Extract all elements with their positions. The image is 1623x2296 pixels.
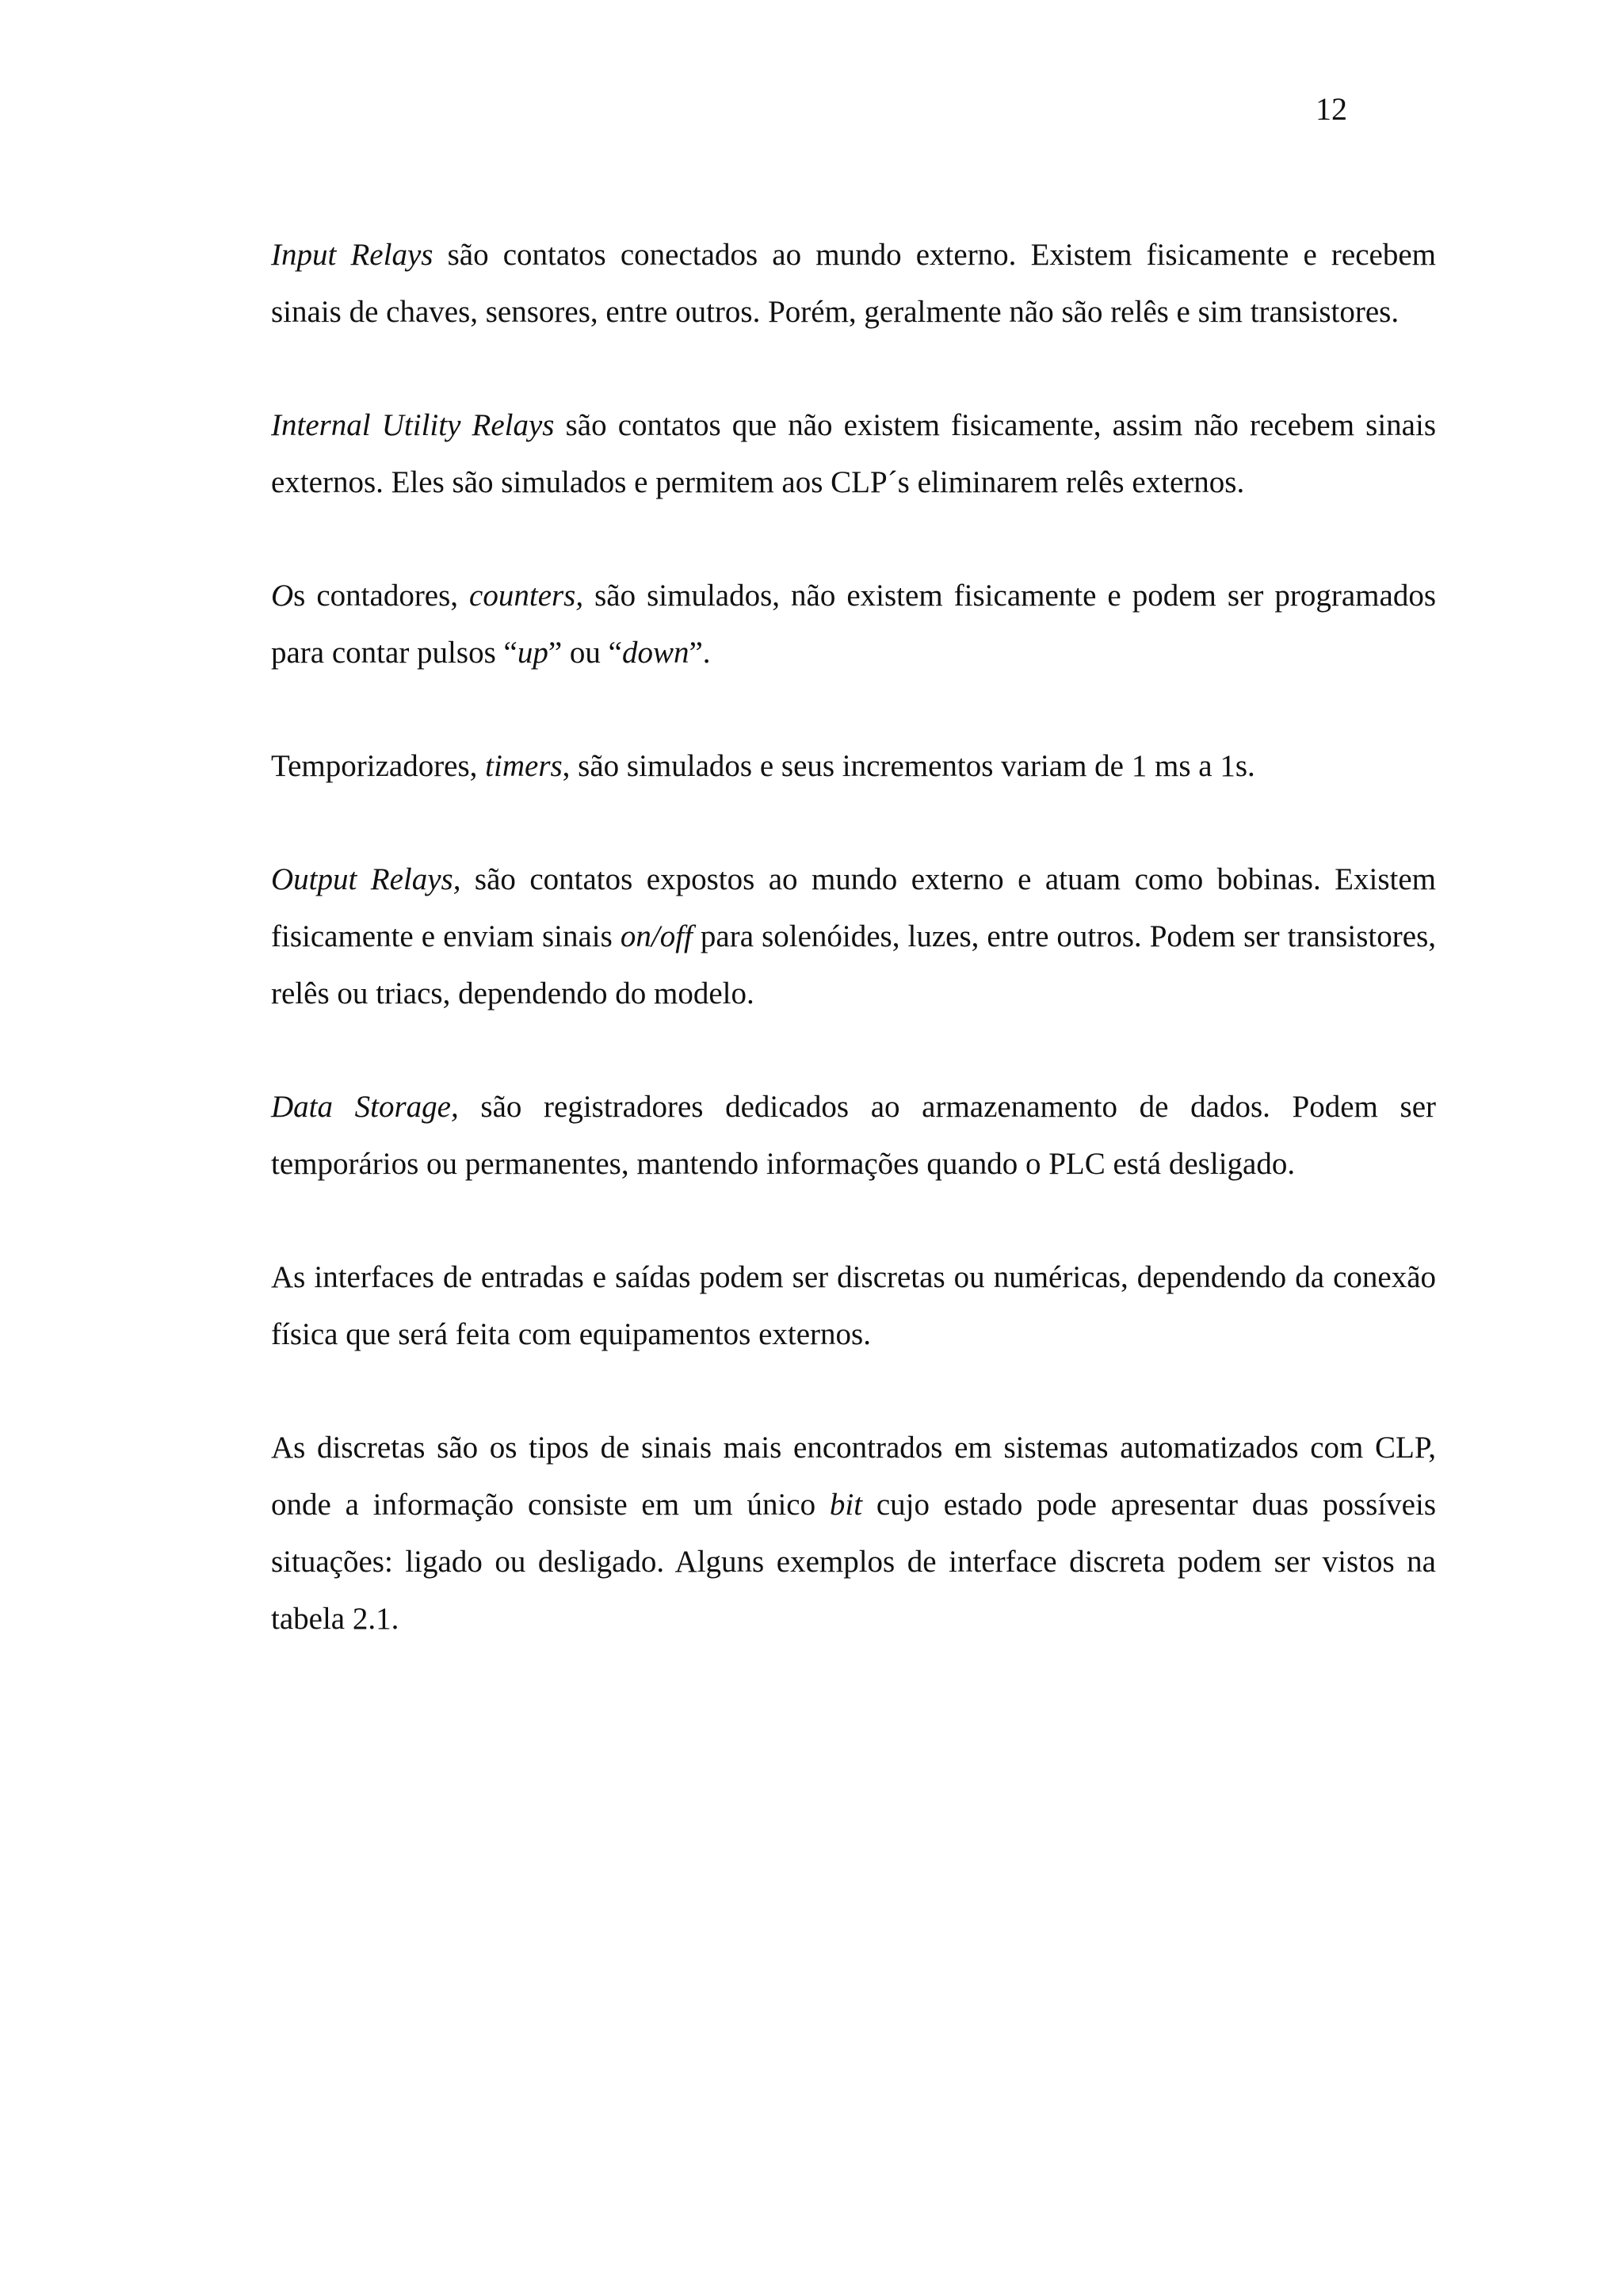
text-segment: Temporizadores, <box>271 749 486 783</box>
text-segment: Data Storage, <box>271 1090 459 1124</box>
paragraph-timers <box>271 738 1436 795</box>
text-segment: Input Relays <box>271 238 433 272</box>
paragraph-discrete-signals <box>271 1419 1436 1648</box>
paragraph-counters <box>271 567 1436 682</box>
paragraph-internal-utility-relays <box>271 397 1436 511</box>
text-segment: Output Relays, <box>271 862 461 896</box>
text-segment: s contadores, <box>293 579 470 613</box>
text-segment: são registradores dedicados ao armazenamento de dados. Podem ser temporários ou permanentes, mantendo informações quando o PLC está desligado. <box>271 1090 1436 1181</box>
text-segment: são contatos conectados ao mundo externo. Existem fisicamente e recebem sinais de chaves, sensores, entre outros. Porém, geralmente não são relês e sim transistores. <box>271 238 1436 329</box>
text-segment: on/off <box>620 919 693 953</box>
paragraph-data-storage <box>271 1079 1436 1193</box>
text-segment: ” ou “ <box>548 636 622 670</box>
text-segment: down <box>621 636 689 670</box>
text-segment: As discretas são os tipos de sinais mais encontrados em sistemas automatizados com CLP, onde a informação consiste em um único <box>271 1431 1436 1522</box>
paragraph-io-interfaces <box>271 1249 1436 1363</box>
text-segment: são contatos expostos ao mundo externo e atuam como bobinas. Existem fisicamente e enviam sinais <box>271 862 1436 953</box>
text-segment: bit <box>829 1488 863 1522</box>
page-number: 12 <box>1316 91 1347 127</box>
text-segment: para solenóides, luzes, entre outros. Podem ser transistores, relês ou triacs, dependendo do modelo. <box>271 919 1436 1010</box>
text-segment: O <box>271 579 294 613</box>
text-segment: são contatos que não existem fisicamente, assim não recebem sinais externos. Eles são simulados e permitem aos CLP´s eliminarem relês externos. <box>271 408 1436 499</box>
text-segment: ”. <box>689 636 711 670</box>
text-segment: cujo estado pode apresentar duas possíveis situações: ligado ou desligado. Alguns exemplos de interface discreta podem ser vistos na tabela 2.1. <box>271 1488 1436 1636</box>
document-body <box>271 227 1436 1648</box>
text-segment: Internal Utility Relays <box>271 408 555 442</box>
paragraph-output-relays <box>271 851 1436 1022</box>
text-segment: counters, <box>469 579 584 613</box>
text-segment: , são simulados e seus incrementos variam de 1 ms a 1s. <box>562 749 1255 783</box>
paragraph-input-relays <box>271 227 1436 341</box>
text-segment: up <box>517 636 548 670</box>
text-segment: são simulados, não existem fisicamente e podem ser programados para contar pulsos “ <box>271 579 1436 670</box>
text-segment: As interfaces de entradas e saídas podem ser discretas ou numéricas, dependendo da conexão física que será feita com equipamentos externos. <box>271 1260 1436 1351</box>
text-segment: timers <box>485 749 563 783</box>
